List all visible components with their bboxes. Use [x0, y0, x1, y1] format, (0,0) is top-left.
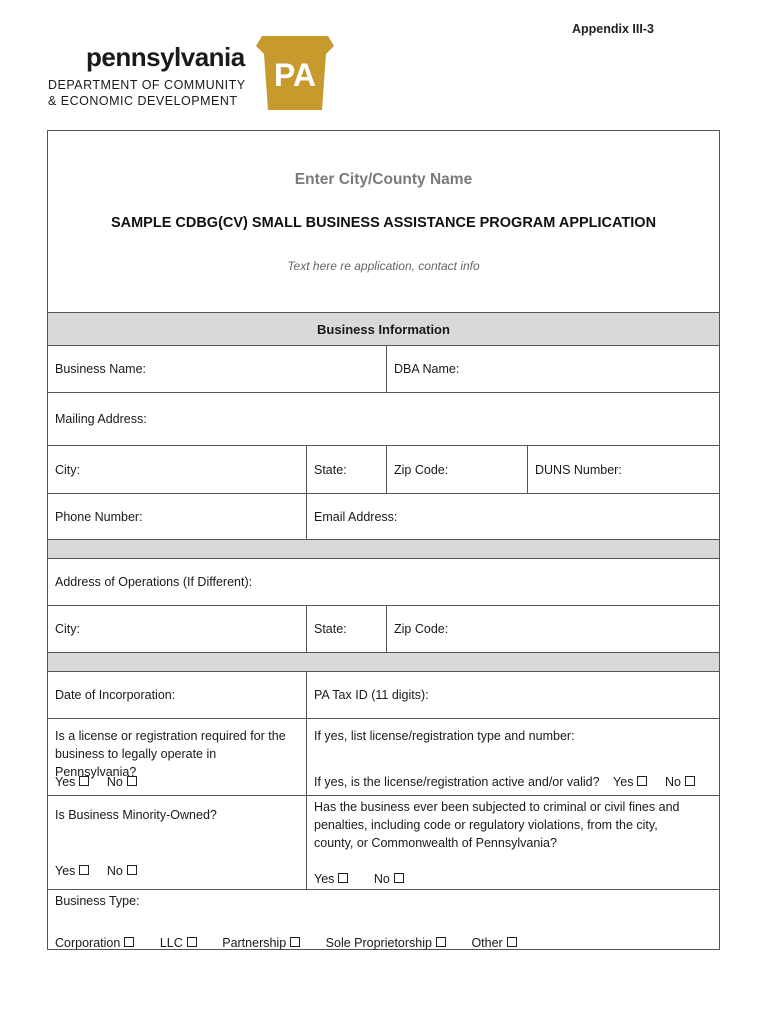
type-sole-proprietorship-option[interactable]: Sole Proprietorship — [326, 936, 446, 950]
checkbox-icon[interactable] — [124, 937, 134, 947]
operations-city-label: City: — [55, 622, 80, 636]
fines-question — [306, 796, 719, 889]
program-title: SAMPLE CDBG(CV) SMALL BUSINESS ASSISTANCE PROGRAM APPLICATION — [110, 215, 657, 231]
row-phone-email — [48, 493, 719, 539]
gray-divider — [48, 652, 719, 671]
application-form — [47, 130, 720, 950]
license-valid-yes-option[interactable]: Yes — [613, 773, 647, 791]
city-field[interactable] — [48, 446, 306, 493]
operations-state-label: State: — [314, 622, 347, 636]
dced-logo — [48, 36, 338, 112]
checkbox-icon[interactable] — [127, 776, 137, 786]
type-partnership-option[interactable]: Partnership — [222, 936, 300, 950]
license-question-line2: business to legally operate in Pennsylvania? — [55, 747, 217, 779]
checkbox-icon[interactable] — [187, 937, 197, 947]
dba-name-label: DBA Name: — [394, 362, 460, 376]
tax-id-field[interactable] — [306, 672, 719, 718]
license-valid-question — [314, 773, 695, 791]
appendix-label: Appendix III-3 — [572, 22, 654, 36]
row-incorporation — [48, 671, 719, 718]
dba-name-field[interactable] — [386, 346, 719, 392]
fines-line1: Has the business ever been subjected to criminal or civil fines and — [314, 800, 680, 814]
operations-address-label: Address of Operations (If Different): — [55, 575, 253, 589]
business-name-field[interactable] — [48, 346, 386, 392]
row-license — [48, 718, 719, 795]
row-minority-fines — [48, 795, 719, 889]
email-field[interactable] — [306, 494, 719, 539]
keystone-icon — [256, 36, 334, 110]
incorporation-date-field[interactable] — [48, 672, 306, 718]
zip-label: Zip Code: — [394, 462, 449, 477]
fines-no-option[interactable]: No — [374, 870, 404, 888]
checkbox-icon[interactable] — [290, 937, 300, 947]
incorporation-label: Date of Incorporation: — [55, 688, 176, 702]
checkbox-icon[interactable] — [685, 776, 695, 786]
email-label: Email Address: — [314, 509, 398, 524]
gray-divider — [48, 539, 719, 558]
minority-label: Is Business Minority-Owned? — [55, 808, 217, 822]
tax-id-label: PA Tax ID (11 digits): — [314, 688, 429, 702]
duns-label: DUNS Number: — [535, 462, 622, 477]
license-no-option[interactable]: No — [107, 773, 137, 791]
license-yes-no — [55, 773, 151, 791]
checkbox-icon[interactable] — [79, 865, 89, 875]
logo-dept-line1: DEPARTMENT OF COMMUNITY — [48, 78, 246, 92]
checkbox-icon[interactable] — [507, 937, 517, 947]
type-corporation-option[interactable]: Corporation — [55, 936, 134, 950]
license-question — [48, 719, 306, 795]
section-header-business-info — [48, 312, 719, 345]
minority-yes-option[interactable]: Yes — [55, 864, 89, 878]
phone-label: Phone Number: — [55, 509, 143, 524]
minority-no-option[interactable]: No — [107, 864, 137, 878]
license-valid-label: If yes, is the license/registration active and/or valid? — [314, 775, 600, 789]
phone-field[interactable] — [48, 494, 306, 539]
type-llc-option[interactable]: LLC — [160, 936, 197, 950]
row-mailing-address — [48, 392, 719, 445]
logo-state-word: pennsylvania — [86, 42, 245, 72]
operations-city-field[interactable] — [48, 606, 306, 652]
checkbox-icon[interactable] — [436, 937, 446, 947]
license-yes-option[interactable]: Yes — [55, 773, 89, 791]
section-title: Business Information — [317, 321, 450, 337]
duns-field[interactable] — [527, 446, 719, 493]
license-valid-no-option[interactable]: No — [665, 773, 695, 791]
checkbox-icon[interactable] — [637, 776, 647, 786]
fines-yes-no — [314, 870, 418, 888]
fines-yes-option[interactable]: Yes — [314, 870, 348, 888]
row-business-name — [48, 345, 719, 392]
city-label: City: — [55, 462, 80, 477]
business-type-label: Business Type: — [55, 894, 140, 908]
license-list-field[interactable] — [306, 719, 719, 795]
license-list-label: If yes, list license/registration type and number: — [314, 729, 575, 743]
business-name-label: Business Name: — [55, 362, 147, 376]
logo-mark-text: PA — [273, 57, 317, 93]
business-type-options — [55, 936, 531, 950]
logo-dept-line2: & ECONOMIC DEVELOPMENT — [48, 94, 238, 108]
mailing-address-label: Mailing Address: — [55, 412, 147, 426]
row-operations-address — [48, 558, 719, 605]
checkbox-icon[interactable] — [394, 873, 404, 883]
operations-zip-field[interactable] — [386, 606, 719, 652]
state-label: State: — [314, 462, 347, 477]
checkbox-icon[interactable] — [79, 776, 89, 786]
operations-state-field[interactable] — [306, 606, 386, 652]
mailing-address-field[interactable] — [48, 393, 719, 445]
license-question-line1: Is a license or registration required for the — [55, 729, 286, 743]
zip-field[interactable] — [386, 446, 527, 493]
fines-line2: penalties, including code or regulatory violations, from the city, — [314, 818, 658, 832]
minority-question — [48, 796, 306, 889]
row-business-type — [48, 889, 719, 951]
state-field[interactable] — [306, 446, 386, 493]
program-subtitle: Text here re application, contact info — [287, 259, 480, 273]
type-other-option[interactable]: Other — [471, 936, 516, 950]
row-city-state — [48, 445, 719, 493]
minority-yes-no — [55, 864, 151, 878]
operations-zip-label: Zip Code: — [394, 622, 449, 636]
row-operations-city — [48, 605, 719, 652]
title-block — [48, 131, 719, 312]
checkbox-icon[interactable] — [127, 865, 137, 875]
city-county-name[interactable]: Enter City/County Name — [294, 171, 473, 188]
checkbox-icon[interactable] — [338, 873, 348, 883]
fines-line3: county, or Commonwealth of Pennsylvania? — [314, 836, 557, 850]
operations-address-field[interactable] — [48, 559, 719, 605]
